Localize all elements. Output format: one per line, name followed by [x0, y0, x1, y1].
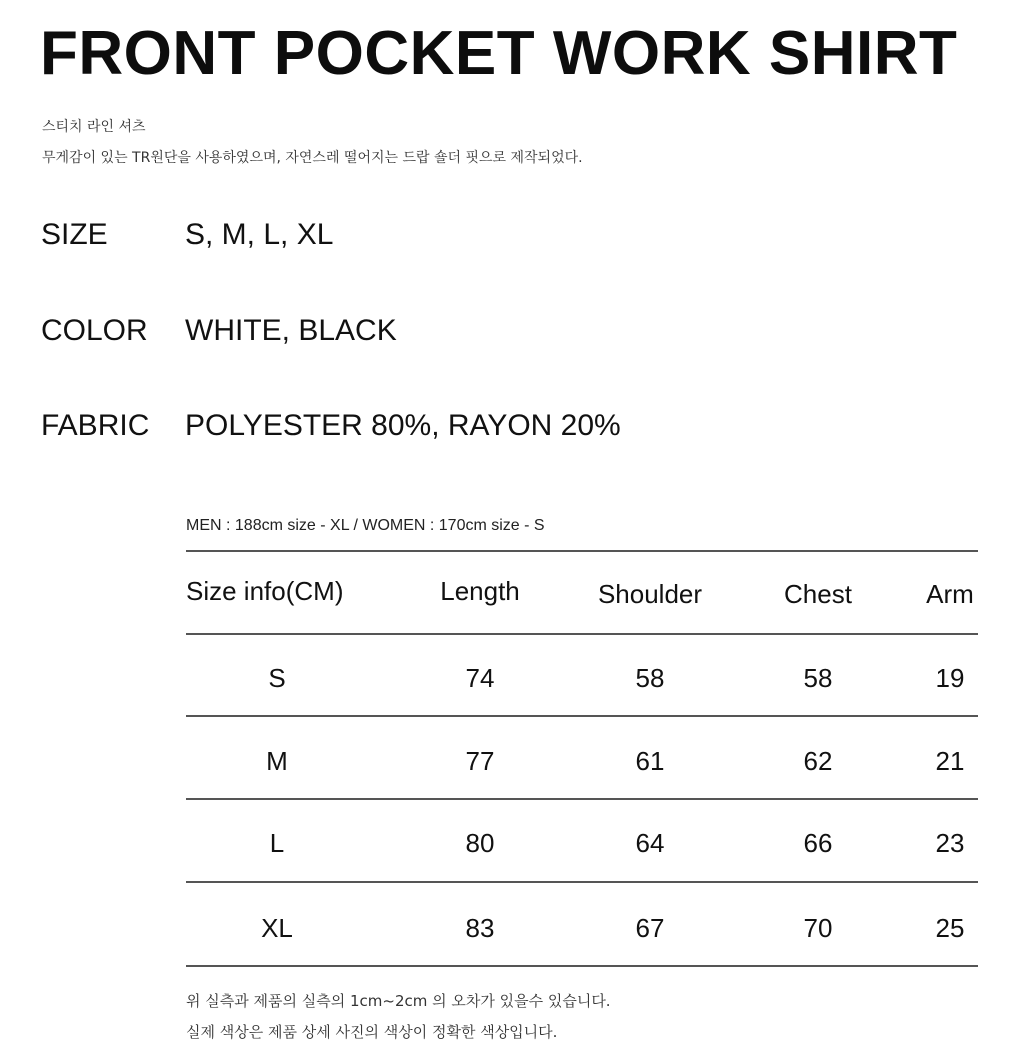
table-divider	[186, 715, 978, 717]
cell-length: 77	[465, 746, 495, 776]
cell-chest: 58	[803, 663, 833, 693]
header-size-info: Size info(CM)	[186, 576, 344, 606]
cell-arm: 25	[935, 913, 965, 943]
footnote-measurement: 위 실측과 제품의 실측의 1cm~2cm 의 오차가 있을수 있습니다.	[186, 992, 611, 1010]
table-divider	[186, 633, 978, 635]
cell-length: 74	[465, 663, 495, 693]
spec-fabric-label: FABRIC	[41, 409, 150, 442]
cell-size: S	[268, 663, 286, 693]
cell-size: M	[266, 746, 288, 776]
cell-shoulder: 58	[635, 663, 665, 693]
header-shoulder: Shoulder	[597, 579, 703, 609]
cell-arm: 23	[935, 828, 965, 858]
spec-size-label: SIZE	[41, 218, 108, 251]
spec-color-label: COLOR	[41, 314, 148, 347]
table-divider	[186, 798, 978, 800]
spec-size	[0, 218, 1024, 258]
cell-length: 80	[465, 828, 495, 858]
product-subtitle-name: 스티치 라인 셔츠	[42, 119, 146, 135]
spec-color-value: WHITE, BLACK	[185, 314, 397, 347]
header-chest: Chest	[784, 579, 852, 609]
table-divider	[186, 881, 978, 883]
cell-chest: 70	[803, 913, 833, 943]
cell-size: XL	[261, 913, 293, 943]
table-divider	[186, 965, 978, 967]
table-divider	[186, 550, 978, 552]
cell-shoulder: 67	[635, 913, 665, 943]
cell-size: L	[269, 828, 285, 858]
product-title: FRONT POCKET WORK SHIRT	[40, 19, 958, 88]
cell-chest: 66	[803, 828, 833, 858]
spec-fabric	[0, 409, 1024, 449]
cell-shoulder: 64	[635, 828, 665, 858]
cell-arm: 19	[935, 663, 965, 693]
cell-length: 83	[465, 913, 495, 943]
model-size-note: MEN : 188cm size - XL / WOMEN : 170cm size - S	[186, 517, 545, 534]
spec-color	[0, 314, 1024, 354]
cell-arm: 21	[935, 746, 965, 776]
header-length: Length	[440, 576, 520, 606]
cell-chest: 62	[803, 746, 833, 776]
product-description: 무게감이 있는 TR원단을 사용하였으며, 자연스레 떨어지는 드랍 숄더 핏으로 제작되었다.	[42, 150, 583, 166]
footnote-color: 실제 색상은 제품 상세 사진의 색상이 정확한 색상입니다.	[186, 1023, 558, 1041]
spec-fabric-value: POLYESTER 80%, RAYON 20%	[185, 409, 621, 442]
header-arm: Arm	[926, 579, 974, 609]
spec-size-value: S, M, L, XL	[185, 218, 334, 251]
cell-shoulder: 61	[635, 746, 665, 776]
